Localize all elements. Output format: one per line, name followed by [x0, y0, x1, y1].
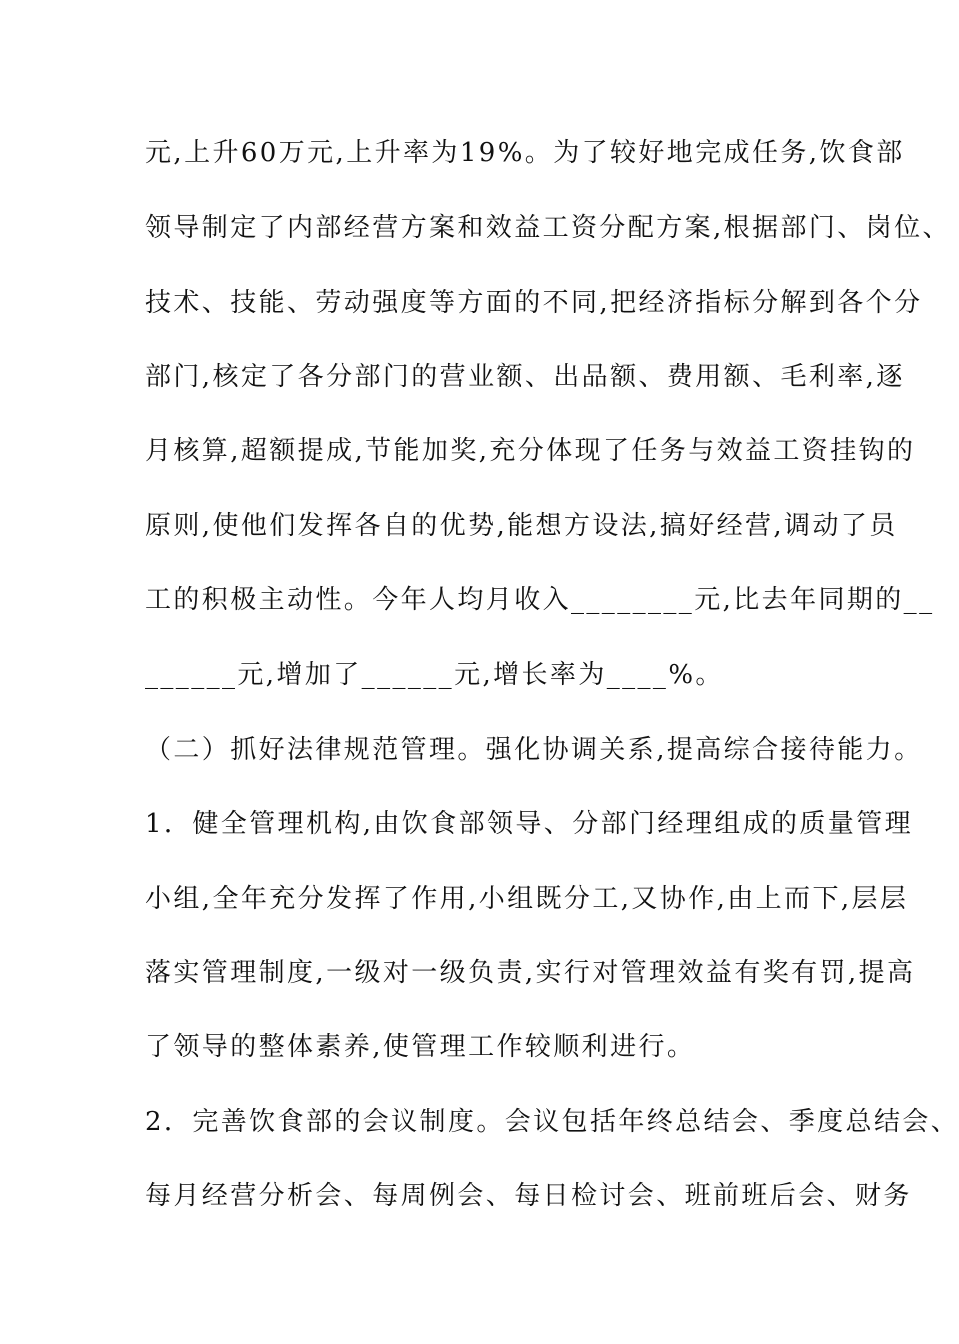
- text-line-3: 技术、技能、劳动强度等方面的不同,把经济指标分解到各个分: [145, 288, 923, 318]
- text-line-6: 原则,使他们发挥各自的优势,能想方设法,搞好经营,调动了员: [145, 511, 898, 541]
- section-heading: （二）抓好法律规范管理。强化协调关系,提高综合接待能力。: [145, 735, 923, 765]
- text-line-7: 工的积极主动性。今年人均月收入________元,比去年同期的__: [145, 585, 935, 615]
- text-line-14: 2．完善饮食部的会议制度。会议包括年终总结会、季度总结会、: [145, 1107, 959, 1137]
- text-line-10: 1．健全管理机构,由饮食部领导、分部门经理组成的质量管理: [145, 809, 914, 839]
- text-line-8: ______元,增加了______元,增长率为____%。: [145, 660, 724, 690]
- text-line-15: 每月经营分析会、每周例会、每日检讨会、班前班后会、财务: [145, 1181, 912, 1211]
- text-line-4: 部门,核定了各分部门的营业额、出品额、费用额、毛利率,逐: [145, 362, 905, 392]
- text-line-2: 领导制定了内部经营方案和效益工资分配方案,根据部门、岗位、: [145, 213, 951, 243]
- text-line-12: 落实管理制度,一级对一级负责,实行对管理效益有奖有罚,提高: [145, 958, 916, 988]
- text-line-13: 了领导的整体素养,使管理工作较顺利进行。: [145, 1032, 696, 1062]
- text-line-5: 月核算,超额提成,节能加奖,充分体现了任务与效益工资挂钩的: [145, 436, 916, 466]
- text-line-1: 元,上升60万元,上升率为19%。为了较好地完成任务,饮食部: [145, 138, 905, 168]
- text-line-11: 小组,全年充分发挥了作用,小组既分工,又协作,由上而下,层层: [145, 884, 909, 914]
